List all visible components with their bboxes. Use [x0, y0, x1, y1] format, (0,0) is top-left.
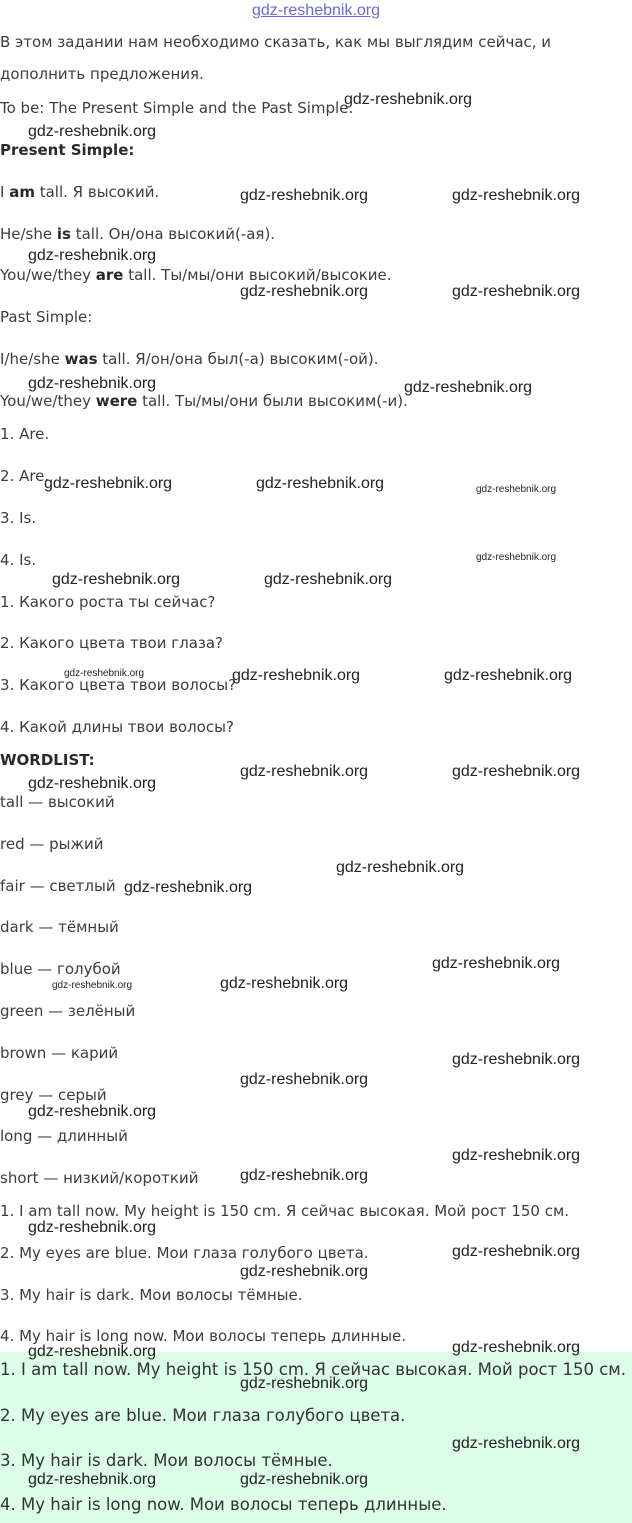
- answer-4: 4. Is.: [0, 551, 37, 569]
- watermark: gdz-reshebnik.org: [240, 187, 369, 204]
- watermark: gdz-reshebnik.org: [124, 879, 253, 896]
- present-row-3: You/we/they are tall. Ты/мы/они высокий/высокие.: [0, 266, 392, 284]
- wordlist-item: grey — серый: [0, 1086, 107, 1104]
- site-link[interactable]: gdz-reshebnik.org: [251, 2, 381, 19]
- watermark: gdz-reshebnik.org: [28, 247, 157, 264]
- sentence-1: 1. I am tall now. My height is 150 cm. Я сейчас высокая. Мой рост 150 см.: [0, 1202, 570, 1220]
- wordlist-item: tall — высокий: [0, 793, 115, 811]
- sentence-4: 4. My hair is long now. Мои волосы теперь длинные.: [0, 1327, 407, 1345]
- watermark: gdz-reshebnik.org: [452, 187, 581, 204]
- watermark: gdz-reshebnik.org: [404, 379, 533, 396]
- watermark: gdz-reshebnik.org: [432, 955, 561, 972]
- past-row-2: You/we/they were tall. Ты/мы/они были высоким(-и).: [0, 392, 408, 410]
- watermark: gdz-reshebnik.org: [452, 1339, 581, 1356]
- watermark: gdz-reshebnik.org: [264, 571, 393, 588]
- wordlist-heading: WORDLIST:: [0, 751, 95, 769]
- watermark: gdz-reshebnik.org: [52, 980, 133, 991]
- watermark: gdz-reshebnik.org: [452, 763, 581, 780]
- sentence-2: 2. My eyes are blue. Мои глаза голубого цвета.: [0, 1244, 369, 1262]
- wordlist-item: red — рыжий: [0, 835, 104, 853]
- past-simple-heading: Past Simple:: [0, 308, 93, 326]
- watermark: gdz-reshebnik.org: [452, 283, 581, 300]
- watermark: gdz-reshebnik.org: [28, 775, 157, 792]
- watermark: gdz-reshebnik.org: [240, 1375, 369, 1392]
- watermark: gdz-reshebnik.org: [336, 859, 465, 876]
- answer-1: 1. Are.: [0, 425, 50, 443]
- watermark: gdz-reshebnik.org: [256, 475, 385, 492]
- intro-line-1: В этом задании нам необходимо сказать, как мы выглядим сейчас, и: [0, 33, 552, 51]
- present-row-1: I am tall. Я высокий.: [0, 183, 160, 201]
- present-row-2: He/she is tall. Он/она высокий(-ая).: [0, 225, 276, 243]
- question-1: 1. Какого роста ты сейчас?: [0, 593, 216, 611]
- watermark: gdz-reshebnik.org: [240, 1071, 369, 1088]
- wordlist-item: dark — тёмный: [0, 918, 119, 936]
- intro-line-2: дополнить предложения.: [0, 65, 204, 83]
- answer-2: 2. Are.: [0, 467, 50, 485]
- watermark: gdz-reshebnik.org: [240, 1471, 369, 1488]
- watermark: gdz-reshebnik.org: [44, 475, 173, 492]
- watermark: gdz-reshebnik.org: [240, 1167, 369, 1184]
- wordlist-item: blue — голубой: [0, 960, 121, 978]
- watermark: gdz-reshebnik.org: [240, 1263, 369, 1280]
- question-3: 3. Какого цвета твои волосы?: [0, 676, 237, 694]
- watermark: gdz-reshebnik.org: [232, 667, 361, 684]
- question-2: 2. Какого цвета твои глаза?: [0, 634, 224, 652]
- watermark: gdz-reshebnik.org: [344, 91, 473, 108]
- wordlist-item: green — зелёный: [0, 1002, 136, 1020]
- past-row-1: I/he/she was tall. Я/он/она был(-а) высоким(-ой).: [0, 350, 379, 368]
- watermark: gdz-reshebnik.org: [476, 484, 557, 495]
- wordlist-item: fair — светлый: [0, 877, 116, 895]
- watermark: gdz-reshebnik.org: [28, 123, 157, 140]
- watermark: gdz-reshebnik.org: [444, 667, 573, 684]
- watermark: gdz-reshebnik.org: [64, 668, 145, 679]
- answer-3: 3. Is.: [0, 509, 37, 527]
- present-simple-heading: Present Simple:: [0, 141, 135, 159]
- watermark: gdz-reshebnik.org: [52, 571, 181, 588]
- wordlist-item: long — длинный: [0, 1127, 128, 1145]
- watermark: gdz-reshebnik.org: [220, 975, 349, 992]
- watermark: gdz-reshebnik.org: [28, 375, 157, 392]
- sentence-3: 3. My hair is dark. Мои волосы тёмные.: [0, 1286, 303, 1304]
- watermark: gdz-reshebnik.org: [452, 1051, 581, 1068]
- watermark: gdz-reshebnik.org: [452, 1147, 581, 1164]
- intro-line-3: To be: The Present Simple and the Past Simple.: [0, 99, 354, 117]
- watermark: gdz-reshebnik.org: [28, 1343, 157, 1360]
- watermark: gdz-reshebnik.org: [452, 1435, 581, 1452]
- question-4: 4. Какой длины твои волосы?: [0, 718, 234, 736]
- watermark: gdz-reshebnik.org: [28, 1219, 157, 1236]
- wordlist-item: brown — карий: [0, 1044, 119, 1062]
- answer-box-sentence-1: 1. I am tall now. My height is 150 cm. Я сейчас высокая. Мой рост 150 см.: [0, 1360, 626, 1379]
- wordlist-item: short — низкий/короткий: [0, 1169, 199, 1187]
- answer-box-sentence-3: 3. My hair is dark. Мои волосы тёмные.: [0, 1451, 333, 1470]
- watermark: gdz-reshebnik.org: [452, 1243, 581, 1260]
- answer-box-sentence-4: 4. My hair is long now. Мои волосы теперь длинные.: [0, 1495, 447, 1514]
- watermark: gdz-reshebnik.org: [476, 552, 557, 563]
- watermark: gdz-reshebnik.org: [28, 1471, 157, 1488]
- watermark: gdz-reshebnik.org: [240, 283, 369, 300]
- watermark: gdz-reshebnik.org: [240, 763, 369, 780]
- watermark: gdz-reshebnik.org: [28, 1103, 157, 1120]
- answer-box-sentence-2: 2. My eyes are blue. Мои глаза голубого цвета.: [0, 1406, 406, 1425]
